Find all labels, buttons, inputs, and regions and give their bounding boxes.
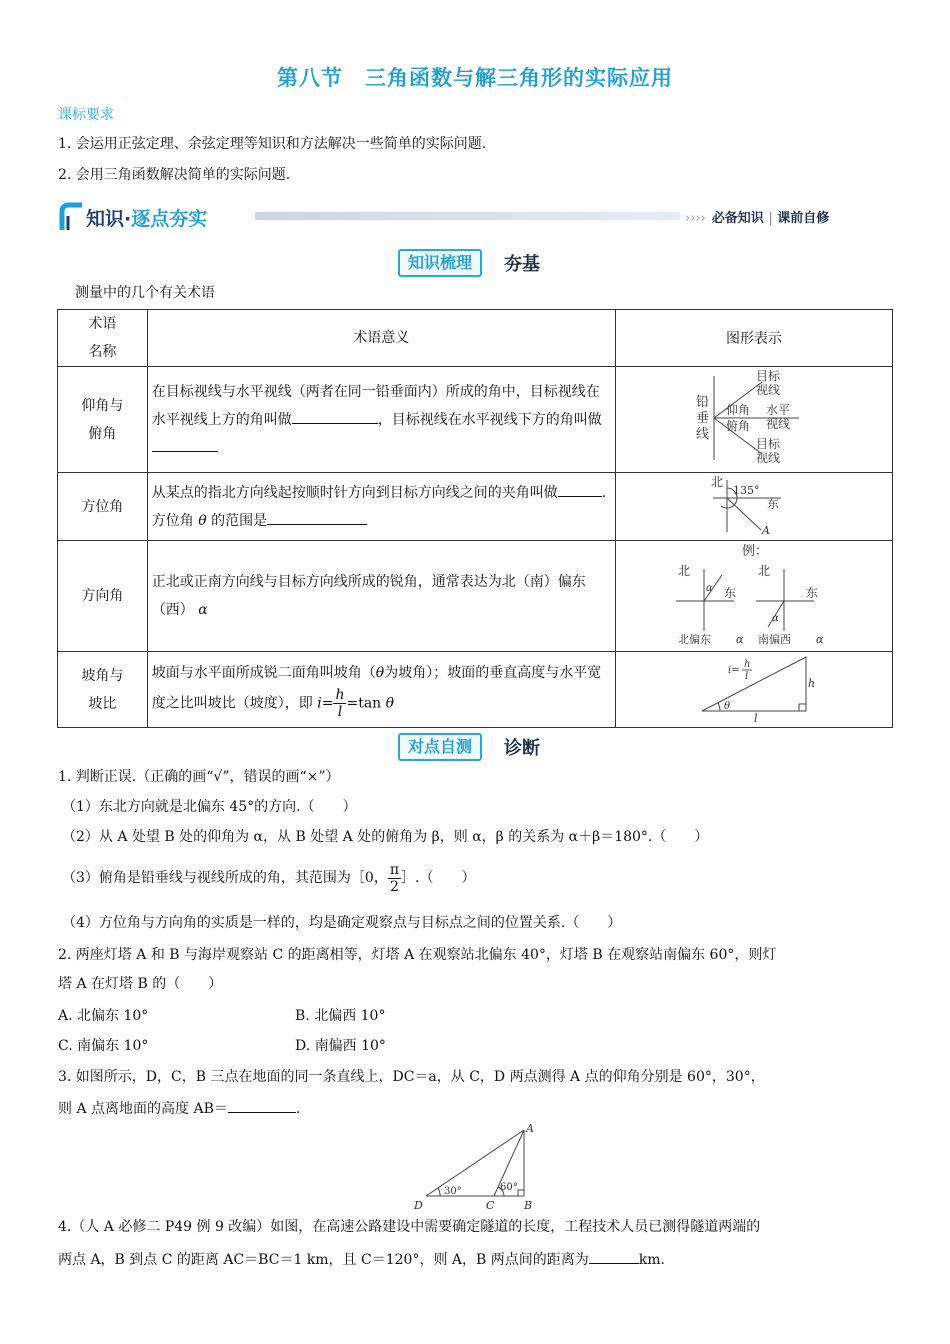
- banner-bar: [255, 212, 680, 220]
- question-3b: 则 A 点离地面的高度 AB＝ .: [58, 1096, 300, 1118]
- svg-text:D: D: [414, 1199, 423, 1212]
- question-3a: 3. 如图所示，D，C，B 三点在地面的同一条直线上，DC＝a，从 C，D 两点测得 A 点的仰角分别是 60°，30°，: [58, 1069, 765, 1085]
- svg-text:例：: 例：: [741, 544, 768, 559]
- option-d[interactable]: D. 南偏西 10°: [295, 1038, 386, 1054]
- question-1-1: （1）东北方向就是北偏东 45°的方向.（ ）: [62, 799, 357, 815]
- header-figure: 图形表示: [615, 310, 892, 367]
- svg-text:北: 北: [757, 564, 770, 578]
- svg-text:北: 北: [677, 564, 690, 578]
- banner-tag: [60, 202, 250, 230]
- svg-text:目标: 目标: [755, 436, 780, 451]
- svg-text:铅: 铅: [695, 394, 709, 410]
- subsection-box: 知识梳理: [398, 249, 482, 277]
- svg-text:A: A: [526, 1122, 534, 1135]
- table-caption: 测量中的几个有关术语: [75, 285, 215, 301]
- requirements-heading: 课标要求: [58, 107, 114, 123]
- banner-right-b: 课前自修: [777, 211, 830, 226]
- row-meaning: 在目标视线与水平视线（两者在同一铅垂面内）所成的角中，目标视线在水平视线上方的角叫做 ，目标视线在水平视线下方的角叫做: [147, 367, 615, 473]
- header-meaning: 术语意义: [147, 310, 615, 367]
- elevation-diagram: [694, 368, 814, 468]
- svg-text:60°: 60°: [500, 1182, 518, 1193]
- question-2b: 塔 A 在灯塔 B 的（ ）: [58, 976, 223, 992]
- svg-text:东: 东: [723, 586, 736, 600]
- table-row: [58, 652, 893, 728]
- subsection-knowledge: [398, 249, 558, 277]
- svg-text:线: 线: [695, 426, 709, 442]
- option-c[interactable]: C. 南偏东 10°: [58, 1038, 149, 1054]
- answer-blank[interactable]: [589, 1247, 639, 1264]
- option-b[interactable]: B. 北偏西 10°: [295, 1008, 386, 1024]
- chevrons-icon: ››››: [685, 211, 706, 226]
- svg-text:135°: 135°: [732, 483, 760, 497]
- answer-blank[interactable]: [292, 407, 378, 424]
- table-row: [58, 541, 893, 652]
- banner-label-a: 知识·: [86, 208, 132, 230]
- row-name: 仰角与 俯角: [58, 367, 148, 473]
- requirement-1: 1. 会运用正弦定理、余弦定理等知识和方法解决一些简单的实际问题.: [58, 136, 487, 152]
- row-meaning: 正北或正南方向线与目标方向线所成的锐角，通常表达为北（南）偏东（西） α: [147, 541, 615, 652]
- answer-blank[interactable]: [152, 435, 218, 452]
- svg-text:东: 东: [805, 586, 818, 600]
- direction-diagram: [674, 541, 834, 647]
- header-name: 术语 名称: [58, 310, 148, 367]
- svg-text:h: h: [807, 676, 816, 690]
- row-name: 坡角与 坡比: [58, 652, 148, 728]
- question-1-4: （4）方位角与方向角的实质是一样的，均是确定观察点与目标点之间的位置关系.（ ）: [62, 915, 622, 931]
- row-name: 方位角: [58, 473, 148, 541]
- table-row: [58, 367, 893, 473]
- answer-blank[interactable]: [558, 480, 602, 497]
- table-header-row: [58, 310, 893, 367]
- figure-elevation-depression: [615, 367, 892, 473]
- banner-sep: |: [768, 211, 773, 226]
- svg-text:东: 东: [766, 496, 779, 511]
- option-a[interactable]: A. 北偏东 10°: [58, 1008, 149, 1024]
- banner-label-b: 逐点夯实: [131, 208, 208, 230]
- requirement-2: 2. 会用三角函数解决简单的实际问题.: [58, 167, 291, 183]
- row-name: 方向角: [58, 541, 148, 652]
- svg-text:俯角: 俯角: [725, 418, 750, 433]
- subsection-self-test: [398, 733, 558, 761]
- question-1-2: （2）从 A 处望 B 处的仰角为 α，从 B 处望 A 处的俯角为 β，则 α，β 的关系为 α＋β＝180°.（ ）: [62, 829, 709, 845]
- svg-text:l: l: [744, 670, 749, 682]
- svg-text:α: α: [815, 633, 824, 646]
- terms-table: [57, 309, 893, 728]
- answer-blank[interactable]: [228, 1096, 296, 1113]
- row-meaning: 从某点的指北方向线起按顺时针方向到目标方向线之间的夹角叫做 . 方位角 θ 的范围是: [147, 473, 615, 541]
- subsection-box: 对点自测: [398, 733, 482, 761]
- azimuth-diagram: [709, 474, 799, 536]
- figure-azimuth: [615, 473, 892, 541]
- figure-slope: [615, 652, 892, 728]
- svg-text:目标: 目标: [755, 368, 780, 383]
- triangle-diagram: [408, 1120, 538, 1212]
- svg-text:垂: 垂: [695, 410, 709, 426]
- svg-text:l: l: [753, 711, 758, 725]
- banner-right-a: 必备知识: [711, 211, 764, 226]
- svg-text:α: α: [735, 633, 744, 646]
- svg-text:水平: 水平: [765, 402, 790, 417]
- answer-blank[interactable]: [267, 508, 367, 525]
- pi-half-fraction: $\frac{\pi}{2}$: [389, 861, 400, 895]
- svg-text:视线: 视线: [755, 450, 780, 465]
- slope-diagram: [694, 653, 814, 723]
- svg-text:α: α: [771, 613, 779, 624]
- question-2a: 2. 两座灯塔 A 和 B 与海岸观察站 C 的距离相等，灯塔 A 在观察站北偏东 40°，灯塔 B 在观察站南偏东 60°，则灯: [58, 947, 777, 963]
- svg-text:B: B: [524, 1199, 533, 1212]
- slope-fraction: $\frac{h}{l}$: [335, 687, 345, 720]
- svg-text:视线: 视线: [755, 382, 780, 397]
- page-title: 第八节 三角函数与解三角形的实际应用: [277, 66, 673, 90]
- table-row: [58, 473, 893, 541]
- svg-text:C: C: [486, 1199, 495, 1212]
- svg-text:30°: 30°: [444, 1186, 462, 1197]
- question-4a: 4.（人 A 必修二 P49 例 9 改编）如图，在高速公路建设中需要确定隧道的长度，工程技术人员已测得隧道两端的: [58, 1219, 761, 1235]
- svg-text:南偏西: 南偏西: [757, 633, 791, 646]
- subsection-word: 夯基: [504, 254, 540, 275]
- question-1-3: （3）俯角是铅垂线与视线所成的角，其范围为［0， $\frac{\pi}{2}$ ］.（ ）: [62, 861, 476, 895]
- row-meaning: 坡面与水平面所成锐二面角叫坡角（θ为坡角）；坡面的垂直高度与水平宽度之比叫坡比（坡度），即 i= $\frac{h}{l}$ =tan θ: [147, 652, 615, 728]
- subsection-word: 诊断: [504, 738, 540, 759]
- svg-text:北偏东: 北偏东: [677, 633, 711, 646]
- question-1: 1. 判断正误.（正确的画“√”，错误的画“×”）: [58, 769, 340, 785]
- svg-text:视线: 视线: [765, 416, 790, 431]
- svg-text:h: h: [743, 658, 751, 670]
- section-banner: [60, 200, 860, 234]
- svg-text:i=: i=: [727, 664, 740, 676]
- svg-text:θ: θ: [723, 700, 730, 712]
- svg-text:北: 北: [710, 474, 723, 489]
- question-4b: 两点 A，B 到点 C 的距离 AC＝BC＝1 km，且 C＝120°，则 A，B 两点间的距离为 km.: [58, 1247, 665, 1269]
- figure-direction: [615, 541, 892, 652]
- svg-text:仰角: 仰角: [725, 402, 750, 417]
- svg-text:A: A: [761, 523, 770, 537]
- svg-text:α: α: [705, 583, 713, 594]
